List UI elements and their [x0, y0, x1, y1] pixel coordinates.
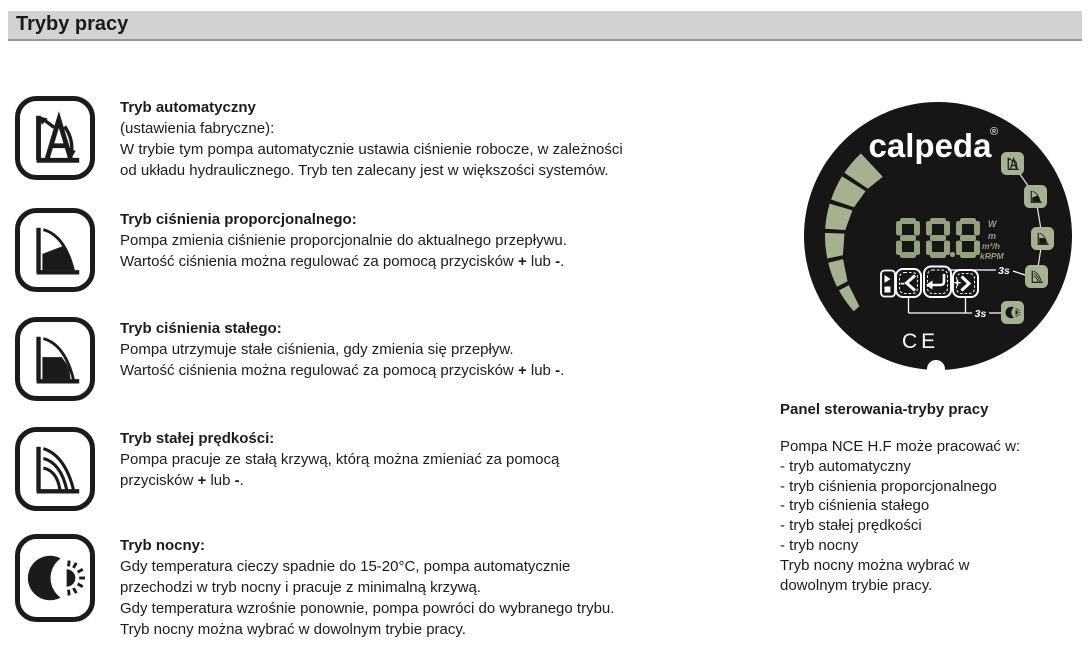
text-line: - tryb stałej prędkości [780, 517, 922, 535]
mode-title: Tryb nocny: [120, 537, 206, 554]
registered-mark-icon: ® [989, 126, 999, 138]
text-line: Tryb nocny można wybrać w [780, 556, 970, 574]
ce-mark: CE [902, 330, 940, 353]
panel-notch [927, 360, 945, 378]
unit-label-m: m [988, 231, 997, 241]
mode-description [120, 230, 700, 272]
constant-speed-icon [14, 426, 96, 512]
unit-label-w: W [988, 219, 997, 229]
mode-description [120, 449, 700, 491]
mode-title: Tryb automatyczny [120, 99, 256, 116]
text-line: Gdy temperatura cieczy spadnie do 15-20°C, pompa automatycznie [120, 558, 571, 575]
page-title-bar [8, 11, 1082, 41]
plus-label: + [953, 276, 962, 290]
text-line: od układu hydraulicznego. Tryb ten zalecany jest w większości systemów. [120, 162, 609, 179]
text-line: dowolnym trybie pracy. [780, 576, 933, 594]
seven-segment-display [896, 218, 980, 258]
mode-title: Tryb stałej prędkości: [120, 430, 275, 447]
brand-logo: calpeda [868, 127, 992, 164]
text-line: Wartość ciśnienia można regulować za pomocą przycisków + lub -. [120, 362, 565, 379]
text-line: (ustawienia fabryczne): [120, 120, 275, 137]
text-line: przechodzi w tryb nocny i pracuje z minimalną krzywą. [120, 579, 481, 596]
panel-caption: Panel sterowania-tryby pracy [780, 401, 989, 418]
mode-description [120, 118, 700, 181]
panel-constant-speed-icon [1025, 265, 1048, 288]
panel-proportional-pressure-icon [1024, 185, 1047, 208]
constant-pressure-icon [14, 316, 96, 402]
hold-label-top: 3s [998, 265, 1010, 277]
panel-auto-mode-icon [1001, 152, 1024, 175]
text-line: W trybie tym pompa automatycznie ustawia ciśnienie robocze, w zależności [120, 141, 623, 158]
auto-mode-icon [14, 95, 96, 181]
text-line: Pompa NCE H.F może pracować w: [780, 438, 1021, 455]
text-line: - tryb nocny [780, 536, 859, 554]
mode-title: Tryb ciśnienia proporcjonalnego: [120, 211, 357, 228]
panel-night-mode-icon [1001, 301, 1024, 324]
text-line: Gdy temperatura wzrośnie ponownie, pompa powróci do wybranego trybu. [120, 600, 615, 617]
mode-title: Tryb ciśnienia stałego: [120, 320, 282, 337]
unit-label-m3h: m³/h [982, 241, 1000, 251]
text-line: Wartość ciśnienia można regulować za pomocą przycisków + lub -. [120, 253, 565, 270]
page-title: Tryby pracy [16, 13, 129, 35]
control-panel-figure [798, 96, 1082, 380]
mode-description [120, 556, 700, 640]
text-line: - tryb ciśnienia proporcjonalnego [780, 477, 997, 495]
text-line: Tryb nocny można wybrać w dowolnym trybie pracy. [120, 621, 466, 638]
panel-constant-pressure-icon [1031, 227, 1054, 250]
text-line: - tryb automatyczny [780, 457, 911, 475]
minus-label: - [900, 274, 905, 291]
text-line: - tryb ciśnienia stałego [780, 497, 930, 515]
text-line: Pompa utrzymuje stałe ciśnienia, gdy zmienia się przepływ. [120, 341, 514, 358]
hold-label-bottom: 3s [974, 308, 987, 320]
text-line: Pompa pracuje ze stałą krzywą, którą można zmieniać za pomocą [120, 451, 560, 468]
unit-label-krpm: kRPM [980, 251, 1004, 261]
mode-description [120, 339, 700, 381]
proportional-pressure-icon [14, 207, 96, 293]
text-line: przycisków + lub -. [120, 472, 244, 489]
night-mode-icon [14, 533, 96, 623]
panel-description [780, 437, 1020, 595]
text-line: Pompa zmienia ciśnienie proporcjonalnie do aktualnego przepływu. [120, 232, 567, 249]
